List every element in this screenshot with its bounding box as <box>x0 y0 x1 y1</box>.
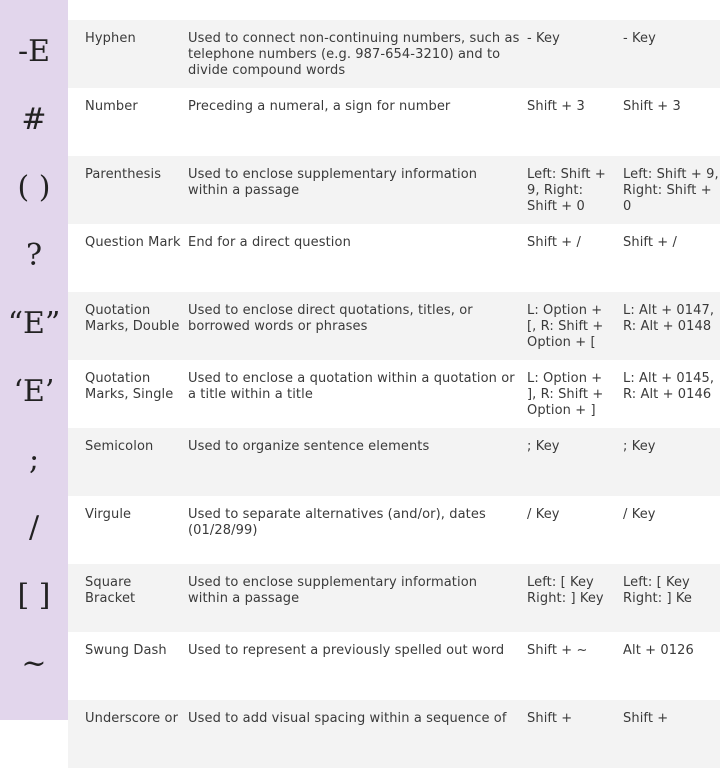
punctuation-name: Number <box>85 99 138 114</box>
table-row <box>0 20 720 88</box>
symbol-glyph: / <box>28 510 40 545</box>
table-row <box>0 224 720 292</box>
mac-shortcut: L: Option + [, R: Shift + Option + [ <box>527 303 604 350</box>
punctuation-name: Underscore or <box>85 711 179 726</box>
windows-shortcut: L: Alt + 0145, R: Alt + 0146 <box>623 371 715 402</box>
symbol-glyph: ; <box>28 442 40 477</box>
table-row <box>0 632 720 700</box>
punctuation-description: Used to enclose supplementary information within a passage <box>188 167 478 198</box>
mac-shortcut: Left: Shift + 9, Right: Shift + 0 <box>527 167 606 214</box>
windows-shortcut: Left: Shift + 9, Right: Shift + 0 <box>623 167 719 214</box>
punctuation-name: Parenthesis <box>85 167 162 182</box>
punctuation-name: Quotation Marks, Double <box>85 303 180 334</box>
mac-shortcut: Left: [ Key Right: ] Key <box>527 575 604 606</box>
table-row <box>0 700 720 768</box>
symbol-glyph: [ ] <box>17 578 51 613</box>
top-gap <box>68 0 720 20</box>
mac-shortcut: Shift + <box>527 711 573 726</box>
symbol-glyph: ( ) <box>17 170 51 205</box>
mac-shortcut: Shift + 3 <box>527 99 585 114</box>
punctuation-description: End for a direct question <box>188 235 351 250</box>
punctuation-name: Quotation Marks, Single <box>85 371 174 402</box>
punctuation-description: Used to enclose supplementary information within a passage <box>188 575 478 606</box>
windows-shortcut: Shift + / <box>623 235 677 250</box>
punctuation-description: Preceding a numeral, a sign for number <box>188 99 451 114</box>
table-row <box>0 428 720 496</box>
table-row <box>0 88 720 156</box>
mac-shortcut: - Key <box>527 31 560 46</box>
mac-shortcut: / Key <box>527 507 560 522</box>
mac-shortcut: ; Key <box>527 439 560 454</box>
symbol-glyph: # <box>21 102 47 137</box>
windows-shortcut: Alt + 0126 <box>623 643 694 658</box>
punctuation-description: Used to enclose direct quotations, titles, or borrowed words or phrases <box>188 303 473 334</box>
punctuation-description: Used to enclose a quotation within a quotation or a title within a title <box>188 371 515 402</box>
punctuation-description: Used to connect non-continuing numbers, such as telephone numbers (e.g. 987-654-3210) and to divide compound words <box>188 31 520 78</box>
punctuation-table <box>0 20 720 768</box>
symbol-glyph: “E” <box>7 306 61 341</box>
table-row <box>0 292 720 360</box>
symbol-glyph: -E <box>17 34 51 69</box>
punctuation-name: Swung Dash <box>85 643 167 658</box>
punctuation-description: Used to organize sentence elements <box>188 439 430 454</box>
punctuation-name: Hyphen <box>85 31 136 46</box>
mac-shortcut: Shift + / <box>527 235 581 250</box>
windows-shortcut: L: Alt + 0147, R: Alt + 0148 <box>623 303 715 334</box>
table-row <box>0 360 720 428</box>
windows-shortcut: / Key <box>623 507 656 522</box>
windows-shortcut: Left: [ Key Right: ] Ke <box>623 575 692 606</box>
windows-shortcut: - Key <box>623 31 656 46</box>
punctuation-description: Used to represent a previously spelled out word <box>188 643 505 658</box>
mac-shortcut: L: Option + ], R: Shift + Option + ] <box>527 371 604 418</box>
punctuation-name: Semicolon <box>85 439 154 454</box>
windows-shortcut: ; Key <box>623 439 656 454</box>
table-row <box>0 564 720 632</box>
windows-shortcut: Shift + <box>623 711 669 726</box>
symbol-glyph: ‘E’ <box>13 374 55 409</box>
table-row <box>0 496 720 564</box>
symbol-glyph: ~ <box>21 646 47 681</box>
punctuation-name: Square Bracket <box>85 575 136 606</box>
punctuation-description: Used to separate alternatives (and/or), dates (01/28/99) <box>188 507 486 538</box>
windows-shortcut: Shift + 3 <box>623 99 681 114</box>
mac-shortcut: Shift + ~ <box>527 643 588 658</box>
punctuation-name: Question Mark <box>85 235 181 250</box>
punctuation-description: Used to add visual spacing within a sequence of <box>188 711 507 726</box>
table-row <box>0 156 720 224</box>
punctuation-name: Virgule <box>85 507 132 522</box>
symbol-glyph: ? <box>25 238 43 273</box>
